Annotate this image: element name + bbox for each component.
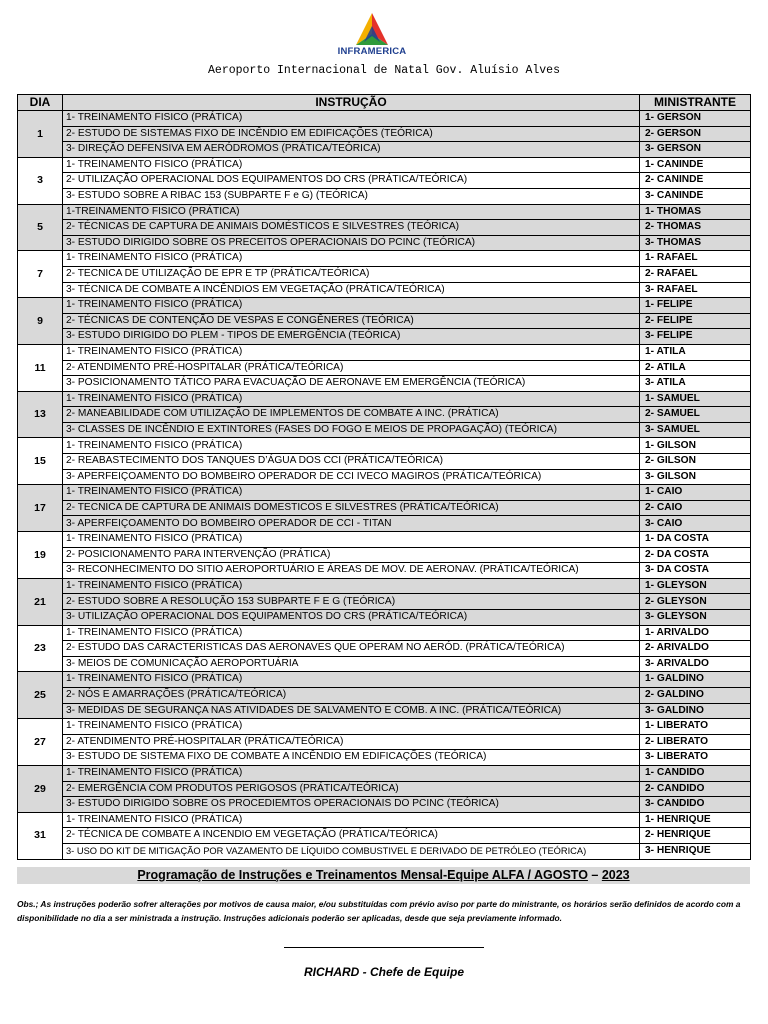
instruction-cell: 1- TREINAMENTO FISICO (PRÁTICA) xyxy=(63,625,640,641)
instructor-cell: 3- GLEYSON xyxy=(640,610,751,626)
table-row xyxy=(18,454,751,470)
table-header-row xyxy=(18,95,751,111)
table-row xyxy=(18,734,751,750)
instruction-cell: 3- CLASSES DE INCÊNDIO E EXTINTORES (FASES DO FOGO E MEIOS DE PROPAGAÇÃO) (TEÓRICA) xyxy=(63,422,640,438)
table-row xyxy=(18,594,751,610)
instructor-cell: 1- GALDINO xyxy=(640,672,751,688)
table-row xyxy=(18,516,751,532)
day-cell: 1 xyxy=(18,111,63,158)
instruction-cell: 1-TREINAMENTO FISICO (PRÁTICA) xyxy=(63,204,640,220)
instruction-cell: 2- TECNICA DE CAPTURA DE ANIMAIS DOMESTICOS E SILVESTRES (PRÁTICA/TEÓRICA) xyxy=(63,500,640,516)
logo-text: INFRAMERICA xyxy=(337,46,407,57)
instruction-cell: 1- TREINAMENTO FISICO (PRÁTICA) xyxy=(63,812,640,828)
table-row xyxy=(18,407,751,423)
day-cell: 9 xyxy=(18,298,63,345)
day-cell: 15 xyxy=(18,438,63,485)
instruction-cell: 3- APERFEIÇOAMENTO DO BOMBEIRO OPERADOR DE CCI IVECO MAGIROS (PRÁTICA/TEÓRICA) xyxy=(63,469,640,485)
table-row xyxy=(18,329,751,345)
program-year: 2023 xyxy=(601,868,630,882)
instructor-cell: 2- HENRIQUE xyxy=(640,828,751,844)
instruction-cell: 1- TREINAMENTO FISICO (PRÁTICA) xyxy=(63,251,640,267)
table-row xyxy=(18,765,751,781)
instructor-cell: 3- GALDINO xyxy=(640,703,751,719)
table-row xyxy=(18,282,751,298)
instruction-cell: 3- RECONHECIMENTO DO SITIO AEROPORTUÁRIO E ÁREAS DE MOV. DE AERONAV. (PRÁTICA/TEÓRICA) xyxy=(63,563,640,579)
program-title-dash: – xyxy=(587,868,602,882)
instruction-cell: 3- ESTUDO SOBRE A RIBAC 153 (SUBPARTE F e G) (TEÓRICA) xyxy=(63,188,640,204)
instruction-cell: 1- TREINAMENTO FISICO (PRÁTICA) xyxy=(63,672,640,688)
instructor-cell: 2- FELIPE xyxy=(640,313,751,329)
instructor-cell: 2- THOMAS xyxy=(640,220,751,236)
instructor-cell: 1- GILSON xyxy=(640,438,751,454)
signature-name: RICHARD - Chefe de Equipe xyxy=(303,965,464,979)
instructor-cell: 2- ARIVALDO xyxy=(640,641,751,657)
table-row xyxy=(18,157,751,173)
day-cell: 31 xyxy=(18,812,63,859)
day-cell: 23 xyxy=(18,625,63,672)
table-row xyxy=(18,111,751,127)
instructor-cell: 2- SAMUEL xyxy=(640,407,751,423)
triangle-logo-icon xyxy=(350,12,394,46)
instruction-cell: 1- TREINAMENTO FISICO (PRÁTICA) xyxy=(63,578,640,594)
day-cell: 5 xyxy=(18,204,63,251)
table-row xyxy=(18,422,751,438)
instructor-cell: 2- GLEYSON xyxy=(640,594,751,610)
schedule-table xyxy=(17,94,751,860)
instruction-cell: 1- TREINAMENTO FISICO (PRÁTICA) xyxy=(63,719,640,735)
instruction-cell: 2- ESTUDO DAS CARACTERISTICAS DAS AERONAVES QUE OPERAM NO AERÓD. (PRÁTICA/TEÓRICA) xyxy=(63,641,640,657)
instruction-cell: 2- ESTUDO DE SISTEMAS FIXO DE INCÊNDIO EM EDIFICAÇÕES (TEÓRICA) xyxy=(63,126,640,142)
instruction-cell: 2- TÉCNICAS DE CONTENÇÃO DE VESPAS E CONGÊNERES (TEÓRICA) xyxy=(63,313,640,329)
instructor-cell: 1- CAIO xyxy=(640,485,751,501)
table-row xyxy=(18,142,751,158)
instruction-cell: 2- NÓS E AMARRAÇÕES (PRÁTICA/TEÓRICA) xyxy=(63,687,640,703)
instruction-cell: 2- REABASTECIMENTO DOS TANQUES D’ÁGUA DOS CCI (PRÁTICA/TEÓRICA) xyxy=(63,454,640,470)
day-cell: 3 xyxy=(18,157,63,204)
instructor-cell: 2- GALDINO xyxy=(640,687,751,703)
table-row xyxy=(18,672,751,688)
table-row xyxy=(18,360,751,376)
table-row xyxy=(18,220,751,236)
table-row xyxy=(18,469,751,485)
instruction-cell: 3- POSICIONAMENTO TÁTICO PARA EVACUAÇÃO DE AERONAVE EM EMERGÊNCIA (TEÓRICA) xyxy=(63,376,640,392)
instructor-cell: 3- DA COSTA xyxy=(640,563,751,579)
table-row xyxy=(18,687,751,703)
instructor-cell: 2- GILSON xyxy=(640,454,751,470)
table-row xyxy=(18,578,751,594)
table-row xyxy=(18,828,751,844)
signature-line xyxy=(284,947,484,948)
instructor-cell: 3- CANINDE xyxy=(640,188,751,204)
instructor-cell: 1- RAFAEL xyxy=(640,251,751,267)
instructor-cell: 3- FELIPE xyxy=(640,329,751,345)
instruction-cell: 1- TREINAMENTO FISICO (PRÁTICA) xyxy=(63,438,640,454)
column-header-ministrante: MINISTRANTE xyxy=(640,95,751,111)
instruction-cell: 3- USO DO KIT DE MITIGAÇÃO POR VAZAMENTO DE LÍQUIDO COMBUSTIVEL E DERIVADO DE PETRÓLEO (TEÓRICA) xyxy=(63,843,640,859)
program-title-bar xyxy=(17,867,750,884)
instruction-cell: 2- ATENDIMENTO PRÉ-HOSPITALAR (PRÁTICA/TEÓRICA) xyxy=(63,360,640,376)
instruction-cell: 2- ESTUDO SOBRE A RESOLUÇÃO 153 SUBPARTE F E G (TEÓRICA) xyxy=(63,594,640,610)
instruction-cell: 2- ATENDIMENTO PRÉ-HOSPITALAR (PRÁTICA/TEÓRICA) xyxy=(63,734,640,750)
table-row xyxy=(18,251,751,267)
table-row xyxy=(18,563,751,579)
instructor-cell: 3- SAMUEL xyxy=(640,422,751,438)
instructor-cell: 2- LIBERATO xyxy=(640,734,751,750)
day-cell: 11 xyxy=(18,344,63,391)
instructor-cell: 3- HENRIQUE xyxy=(640,843,751,859)
instructor-cell: 1- GERSON xyxy=(640,111,751,127)
instructor-cell: 3- THOMAS xyxy=(640,235,751,251)
table-row xyxy=(18,750,751,766)
instruction-cell: 3- UTILIZAÇÃO OPERACIONAL DOS EQUIPAMENTOS DO CRS (PRÁTICA/TEÓRICA) xyxy=(63,610,640,626)
instruction-cell: 1- TREINAMENTO FISICO (PRÁTICA) xyxy=(63,391,640,407)
instruction-cell: 3- MEDIDAS DE SEGURANÇA NAS ATIVIDADES DE SALVAMENTO E COMB. A INC. (PRÁTICA/TEÓRICA) xyxy=(63,703,640,719)
instructor-cell: 3- CAIO xyxy=(640,516,751,532)
table-row xyxy=(18,391,751,407)
instruction-cell: 3- APERFEIÇOAMENTO DO BOMBEIRO OPERADOR DE CCI - TITAN xyxy=(63,516,640,532)
instruction-cell: 3- ESTUDO DIRIGIDO SOBRE OS PROCEDIEMTOS OPERACIONAIS DO PCINC (TEÓRICA) xyxy=(63,797,640,813)
instruction-cell: 3- ESTUDO DIRIGIDO DO PLEM - TIPOS DE EMERGÊNCIA (TEÓRICA) xyxy=(63,329,640,345)
airport-name: Aeroporto Internacional de Natal Gov. Aluísio Alves xyxy=(208,64,560,77)
table-row xyxy=(18,188,751,204)
table-row xyxy=(18,703,751,719)
instruction-cell: 2- POSICIONAMENTO PARA INTERVENÇÃO (PRÁTICA) xyxy=(63,547,640,563)
table-row xyxy=(18,298,751,314)
table-row xyxy=(18,547,751,563)
instruction-cell: 3- MEIOS DE COMUNICAÇÃO AEROPORTUÁRIA xyxy=(63,656,640,672)
instructor-cell: 3- GILSON xyxy=(640,469,751,485)
day-cell: 21 xyxy=(18,578,63,625)
table-row xyxy=(18,719,751,735)
table-row xyxy=(18,344,751,360)
instructor-cell: 3- GERSON xyxy=(640,142,751,158)
day-cell: 19 xyxy=(18,532,63,579)
instruction-cell: 1- TREINAMENTO FISICO (PRÁTICA) xyxy=(63,532,640,548)
instruction-cell: 1- TREINAMENTO FISICO (PRÁTICA) xyxy=(63,157,640,173)
instructor-cell: 2- CANDIDO xyxy=(640,781,751,797)
instructor-cell: 2- RAFAEL xyxy=(640,266,751,282)
column-header-dia: DIA xyxy=(18,95,63,111)
instruction-cell: 3- ESTUDO DIRIGIDO SOBRE OS PRECEITOS OPERACIONAIS DO PCINC (TEÓRICA) xyxy=(63,235,640,251)
instruction-cell: 2- UTILIZAÇÃO OPERACIONAL DOS EQUIPAMENTOS DO CRS (PRÁTICA/TEÓRICA) xyxy=(63,173,640,189)
table-row xyxy=(18,204,751,220)
instruction-cell: 1- TREINAMENTO FISICO (PRÁTICA) xyxy=(63,485,640,501)
table-row xyxy=(18,641,751,657)
instructor-cell: 1- CANINDE xyxy=(640,157,751,173)
instructor-cell: 1- LIBERATO xyxy=(640,719,751,735)
table-row xyxy=(18,485,751,501)
table-row xyxy=(18,235,751,251)
observation-note: Obs.; As instruções poderão sofrer alterações por motivos de causa maior, e/ou substituídas com prévio aviso por parte do ministrante, os horários serão definidos de acordo com a disponibilidade no dia a ser ministrada a instrução. Instruções adicionais poderão ser aplicadas, desde que seja previamente informado. xyxy=(17,899,741,923)
table-row xyxy=(18,438,751,454)
instructor-cell: 2- DA COSTA xyxy=(640,547,751,563)
instructor-cell: 2- CAIO xyxy=(640,500,751,516)
table-row xyxy=(18,656,751,672)
table-row xyxy=(18,610,751,626)
instructor-cell: 1- HENRIQUE xyxy=(640,812,751,828)
instructor-cell: 1- ATILA xyxy=(640,344,751,360)
table-row xyxy=(18,532,751,548)
instruction-cell: 1- TREINAMENTO FISICO (PRÁTICA) xyxy=(63,344,640,360)
instructor-cell: 1- GLEYSON xyxy=(640,578,751,594)
inframerica-logo xyxy=(332,12,412,60)
day-cell: 17 xyxy=(18,485,63,532)
program-title: Programação de Instruções e Treinamentos Mensal-Equipe ALFA / AGOSTO xyxy=(137,868,588,882)
day-cell: 27 xyxy=(18,719,63,766)
instructor-cell: 1- DA COSTA xyxy=(640,532,751,548)
table-row xyxy=(18,376,751,392)
instruction-cell: 2- EMERGÊNCIA COM PRODUTOS PERIGOSOS (PRÁTICA/TEÓRICA) xyxy=(63,781,640,797)
instruction-cell: 2- MANEABILIDADE COM UTILIZAÇÃO DE IMPLEMENTOS DE COMBATE A INC. (PRÁTICA) xyxy=(63,407,640,423)
instructor-cell: 1- CANDIDO xyxy=(640,765,751,781)
instructor-cell: 3- ATILA xyxy=(640,376,751,392)
instructor-cell: 1- ARIVALDO xyxy=(640,625,751,641)
table-row xyxy=(18,812,751,828)
instructor-cell: 1- SAMUEL xyxy=(640,391,751,407)
instructor-cell: 1- FELIPE xyxy=(640,298,751,314)
instruction-cell: 2- TECNICA DE UTILIZAÇÃO DE EPR E TP (PRÁTICA/TEÓRICA) xyxy=(63,266,640,282)
instruction-cell: 3- DIREÇÃO DEFENSIVA EM AERÓDROMOS (PRÁTICA/TEÓRICA) xyxy=(63,142,640,158)
instructor-cell: 3- LIBERATO xyxy=(640,750,751,766)
instruction-cell: 1- TREINAMENTO FISICO (PRÁTICA) xyxy=(63,111,640,127)
instructor-cell: 2- ATILA xyxy=(640,360,751,376)
instructor-cell: 3- CANDIDO xyxy=(640,797,751,813)
table-row xyxy=(18,313,751,329)
instructor-cell: 1- THOMAS xyxy=(640,204,751,220)
instructor-cell: 3- RAFAEL xyxy=(640,282,751,298)
table-row xyxy=(18,625,751,641)
instructor-cell: 2- CANINDE xyxy=(640,173,751,189)
instruction-cell: 2- TÉCNICA DE COMBATE A INCENDIO EM VEGETAÇÃO (PRÁTICA/TEÓRICA) xyxy=(63,828,640,844)
instruction-cell: 1- TREINAMENTO FISICO (PRÁTICA) xyxy=(63,765,640,781)
instruction-cell: 2- TÉCNICAS DE CAPTURA DE ANIMAIS DOMÉSTICOS E SILVESTRES (TEÓRICA) xyxy=(63,220,640,236)
instruction-cell: 3- TÉCNICA DE COMBATE A INCÊNDIOS EM VEGETAÇÃO (PRÁTICA/TEÓRICA) xyxy=(63,282,640,298)
schedule-body xyxy=(18,111,751,860)
table-row xyxy=(18,500,751,516)
table-row xyxy=(18,797,751,813)
column-header-instrucao: INSTRUÇÃO xyxy=(63,95,640,111)
table-row xyxy=(18,781,751,797)
day-cell: 25 xyxy=(18,672,63,719)
day-cell: 13 xyxy=(18,391,63,438)
instructor-cell: 3- ARIVALDO xyxy=(640,656,751,672)
day-cell: 7 xyxy=(18,251,63,298)
table-row xyxy=(18,173,751,189)
day-cell: 29 xyxy=(18,765,63,812)
instructor-cell: 2- GERSON xyxy=(640,126,751,142)
table-row xyxy=(18,843,751,859)
instruction-cell: 3- ESTUDO DE SISTEMA FIXO DE COMBATE A INCÊNDIO EM EDIFICAÇÕES (TEÓRICA) xyxy=(63,750,640,766)
instruction-cell: 1- TREINAMENTO FISICO (PRÁTICA) xyxy=(63,298,640,314)
table-row xyxy=(18,266,751,282)
table-row xyxy=(18,126,751,142)
